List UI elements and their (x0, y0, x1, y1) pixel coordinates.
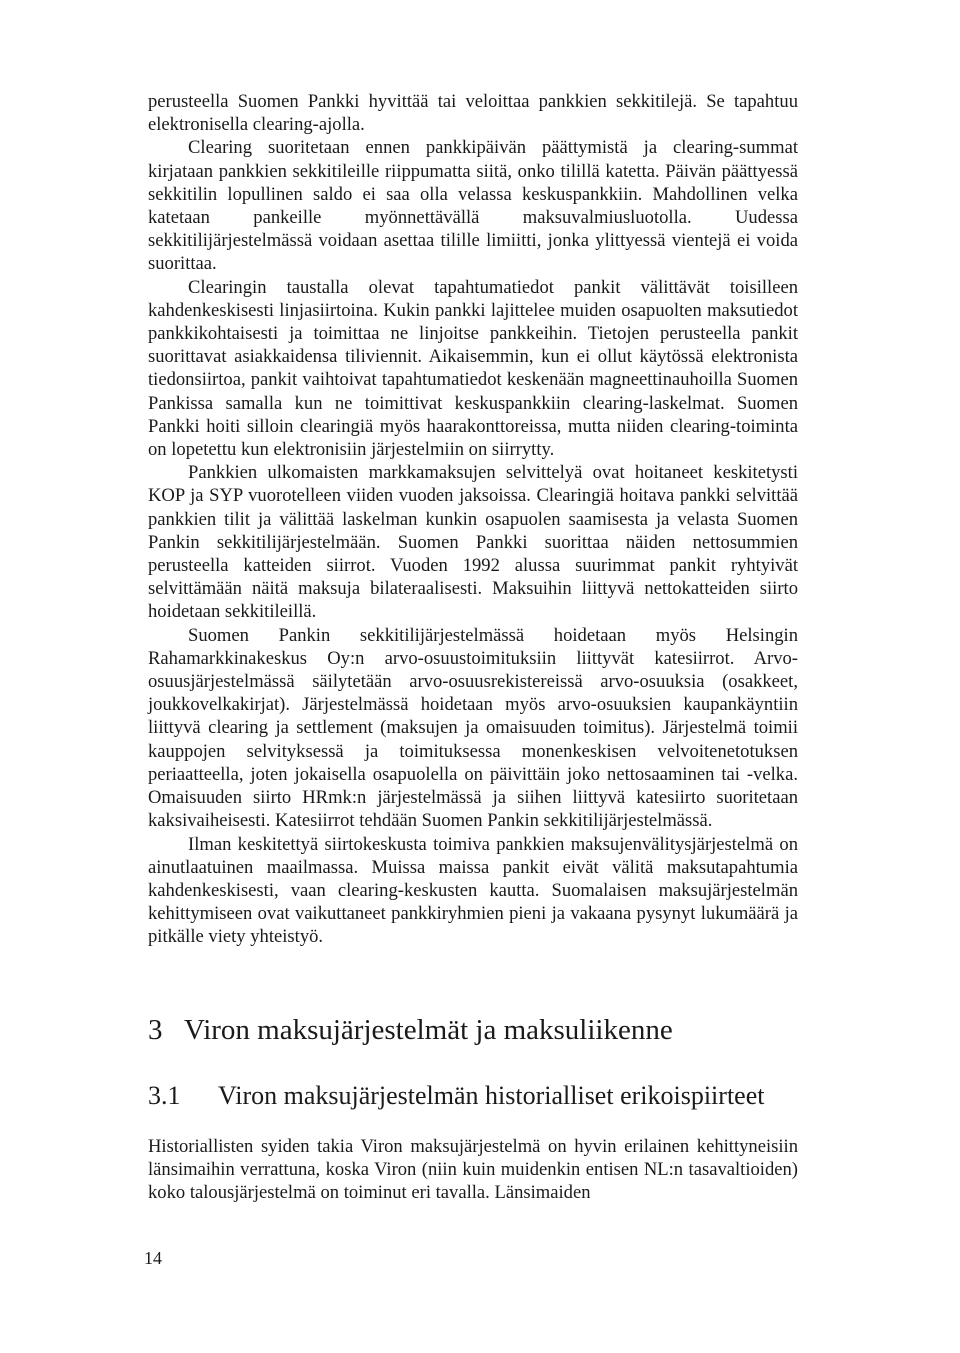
paragraph-3: Clearingin taustalla olevat tapahtumatiedot pankit välittävät toisilleen kahdenkeskisesti linjasiirtoina. Kukin pankki lajittelee muiden osapuolten maksutiedot pankkikohtaisesti ja toimittaa ne linjoitse pankkeihin. Tietojen perusteella pankit suorittavat asiakkaidensa tiliviennit. Aikaisemmin, kun ei ollut käytössä elektronista tiedonsiirtoa, pankit vaihtoivat tapahtumatiedot keskenään magneettinauhoilla Suomen Pankissa samalla kun ne toimittivat keskuspankkiin clearing-laskelmat. Suomen Pankki hoiti silloin clearingiä myös haarakonttoreissa, mutta niiden clearing-toiminta on lopetettu kun elektronisiin järjestelmiin on siirrytty. (148, 276, 798, 461)
subsection-heading (148, 1078, 764, 1114)
paragraph-4: Pankkien ulkomaisten markkamaksujen selvittelyä ovat hoitaneet keskitetysti KOP ja SYP vuorotelleen viiden vuoden jaksoissa. Clearingiä hoitava pankki selvittää pankkien tilit ja välittää laskelman kunkin osapuolen saamisesta ja velasta Suomen Pankin sekkitilijärjestelmään. Suomen Pankki suorittaa näiden nettosummien perusteella katteiden siirrot. Vuoden 1992 alussa suurimmat pankit ryhtyivät selvittämään näitä maksuja bilateraalisesti. Maksuihin liittyvä nettokatteiden siirto hoidetaan sekkitileillä. (148, 462, 798, 623)
section-heading (148, 1010, 673, 1050)
body-text (148, 90, 798, 949)
section-body (148, 1135, 798, 1205)
section-title: Viron maksujärjestelmät ja maksuliikenne (184, 1014, 673, 1046)
paragraph-7: Historiallisten syiden takia Viron maksujärjestelmä on hyvin erilainen kehittyneisiin länsimaihin verrattuna, koska Viron (niin kuin muidenkin entisen NL:n tasavaltioiden) koko talousjärjestelmä on toiminut eri tavalla. Länsimaiden (148, 1136, 798, 1204)
subsection-number: 3.1 (148, 1081, 181, 1110)
paragraph-5: Suomen Pankin sekkitilijärjestelmässä hoidetaan myös Helsingin Rahamarkkinakeskus Oy:n arvo-osuustoimituksiin liittyvät katesiirrot. Arvo-osuusjärjestelmässä säilytetään arvo-osuusrekistereissä arvo-osuuksia (osakkeet, joukkovelkakirjat). Järjestelmässä hoidetaan myös arvo-osuuksien kaupankäyntiin liittyvä clearing ja settlement (maksujen ja omaisuuden toimitus). Järjestelmä toimii kauppojen selvityksessä ja toimituksessa monenkeskisen velvoitenetotuksen periaatteella, joten jokaisella osapuolella on päivittäin joko nettosaaminen tai -velka. Omaisuuden siirto HRmk:n järjestelmässä ja siihen liittyvä katesiirto suoritetaan kaksivaiheisesti. Katesiirrot tehdään Suomen Pankin sekkitilijärjestelmässä. (148, 624, 798, 832)
subsection-title: Viron maksujärjestelmän historialliset erikoispiirteet (218, 1081, 765, 1110)
section-number: 3 (148, 1014, 163, 1046)
paragraph-2: Clearing suoritetaan ennen pankkipäivän päättymistä ja clearing-summat kirjataan pankkien sekkitileille riippumatta siitä, onko tilillä katetta. Päivän päättyessä sekkitilin lopullinen saldo ei saa olla velassa keskuspankkiin. Mahdollinen velka katetaan pankeille myönnettävällä maksuvalmiusluotolla. Uudessa sekkitilijärjestelmässä voidaan asettaa tilille limiitti, jonka ylittyessä vientejä ei voida suorittaa. (148, 137, 798, 275)
page-number: 14 (144, 1248, 162, 1268)
paragraph-6: Ilman keskitettyä siirtokeskusta toimiva pankkien maksujenvälitysjärjestelmä on ainutlaatuinen maailmassa. Muissa maissa pankit eivät välitä maksutapahtumia kahdenkeskisesti, vaan clearing-keskusten kautta. Suomalaisen maksujärjestelmän kehittymiseen ovat vaikuttaneet pankkiryhmien pieni ja vakaana pysynyt lukumäärä ja pitkälle viety yhteistyö. (148, 833, 798, 948)
paragraph-1: perusteella Suomen Pankki hyvittää tai veloittaa pankkien sekkitilejä. Se tapahtuu elektronisella clearing-ajolla. (148, 91, 798, 136)
